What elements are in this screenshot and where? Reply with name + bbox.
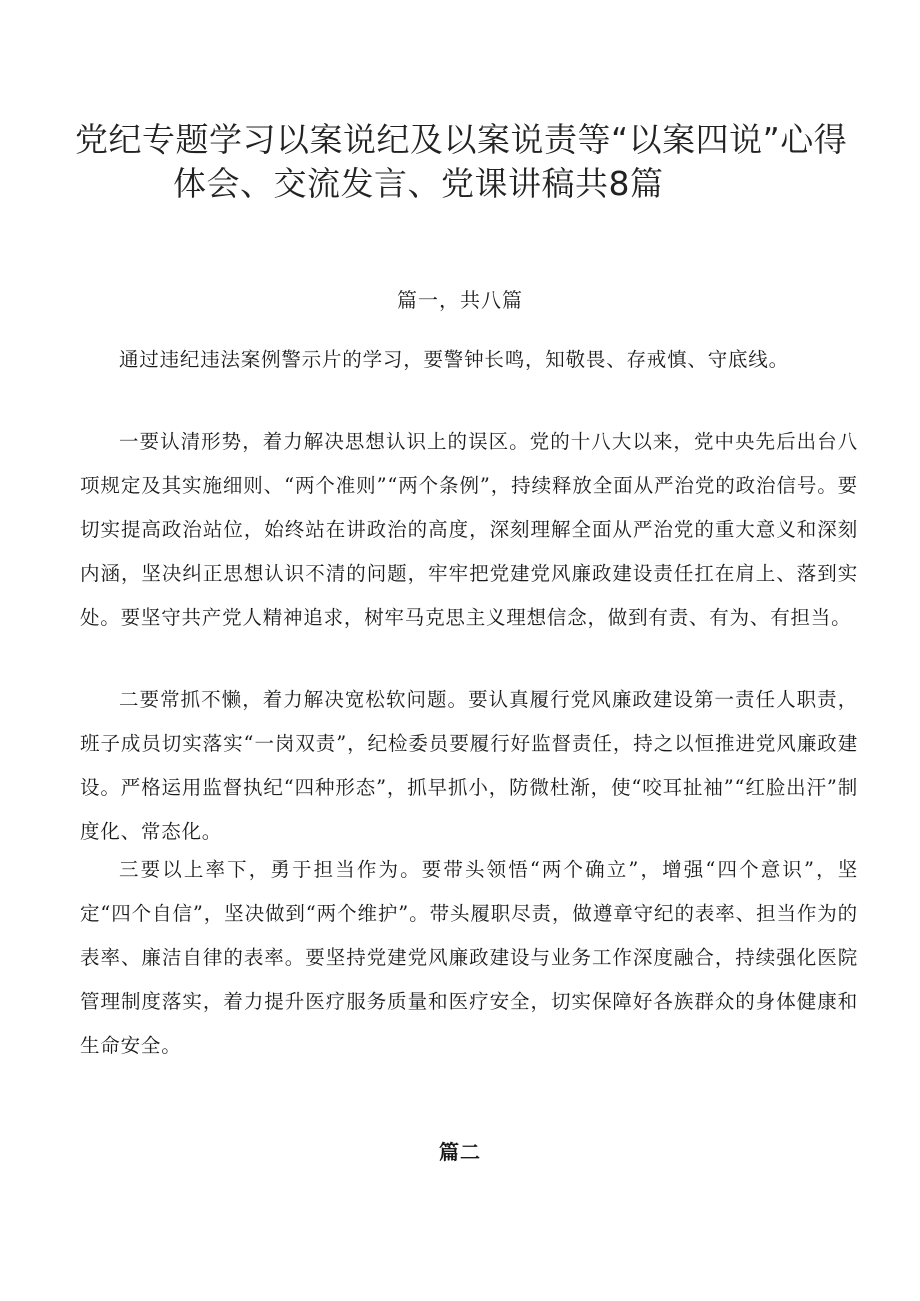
section-heading-1: 篇一，共八篇 xyxy=(397,288,523,312)
intro-paragraph: 通过违纪违法案例警示片的学习，要警钟长鸣，知敬畏、存戒慎、守底线。 xyxy=(119,348,789,371)
body-paragraph-2: 二要常抓不懒，着力解决宽松软问题。要认真履行党风廉政建设第一责任人职责，班子成员切实落实“一岗双责”，纪检委员要履行好监督责任，持之以恒推进党风廉政建设。严格运用监督执纪“四种形态”，抓早抓小，防微杜渐，使“咬耳扯袖”“红脸出汗”制度化、常态化。 xyxy=(80,688,858,843)
title-line-1: 党纪专题学习以案说纪及以案说责等“以案四说”心得 xyxy=(75,120,848,159)
title-line-2: 体会、交流发言、党课讲稿共8篇 xyxy=(173,164,664,203)
body-paragraph-3: 三要以上率下，勇于担当作为。要带头领悟“两个确立”，增强“四个意识”，坚定“四个自信”，坚决做到“两个维护”。带头履职尽责，做遵章守纪的表率、担当作为的表率、廉洁自律的表率。要坚持党建党风廉政建设与业务工作深度融合，持续强化医院管理制度落实，着力提升医疗服务质量和医疗安全，切实保障好各族群众的身体健康和生命安全。 xyxy=(80,858,858,1057)
document-title xyxy=(60,118,880,206)
body-paragraph-1: 一要认清形势，着力解决思想认识上的误区。党的十八大以来，党中央先后出台八项规定及其实施细则、“两个准则”“两个条例”，持续释放全面从严治党的政治信号。要切实提高政治站位，始终站在讲政治的高度，深刻理解全面从严治党的重大意义和深刻内涵，坚决纠正思想认识不清的问题，牢牢把党建党风廉政建设责任扛在肩上、落到实处。要坚守共产党人精神追求，树牢马克思主义理想信念，做到有责、有为、有担当。 xyxy=(80,430,858,629)
section-heading-2: 篇二 xyxy=(439,1140,481,1164)
